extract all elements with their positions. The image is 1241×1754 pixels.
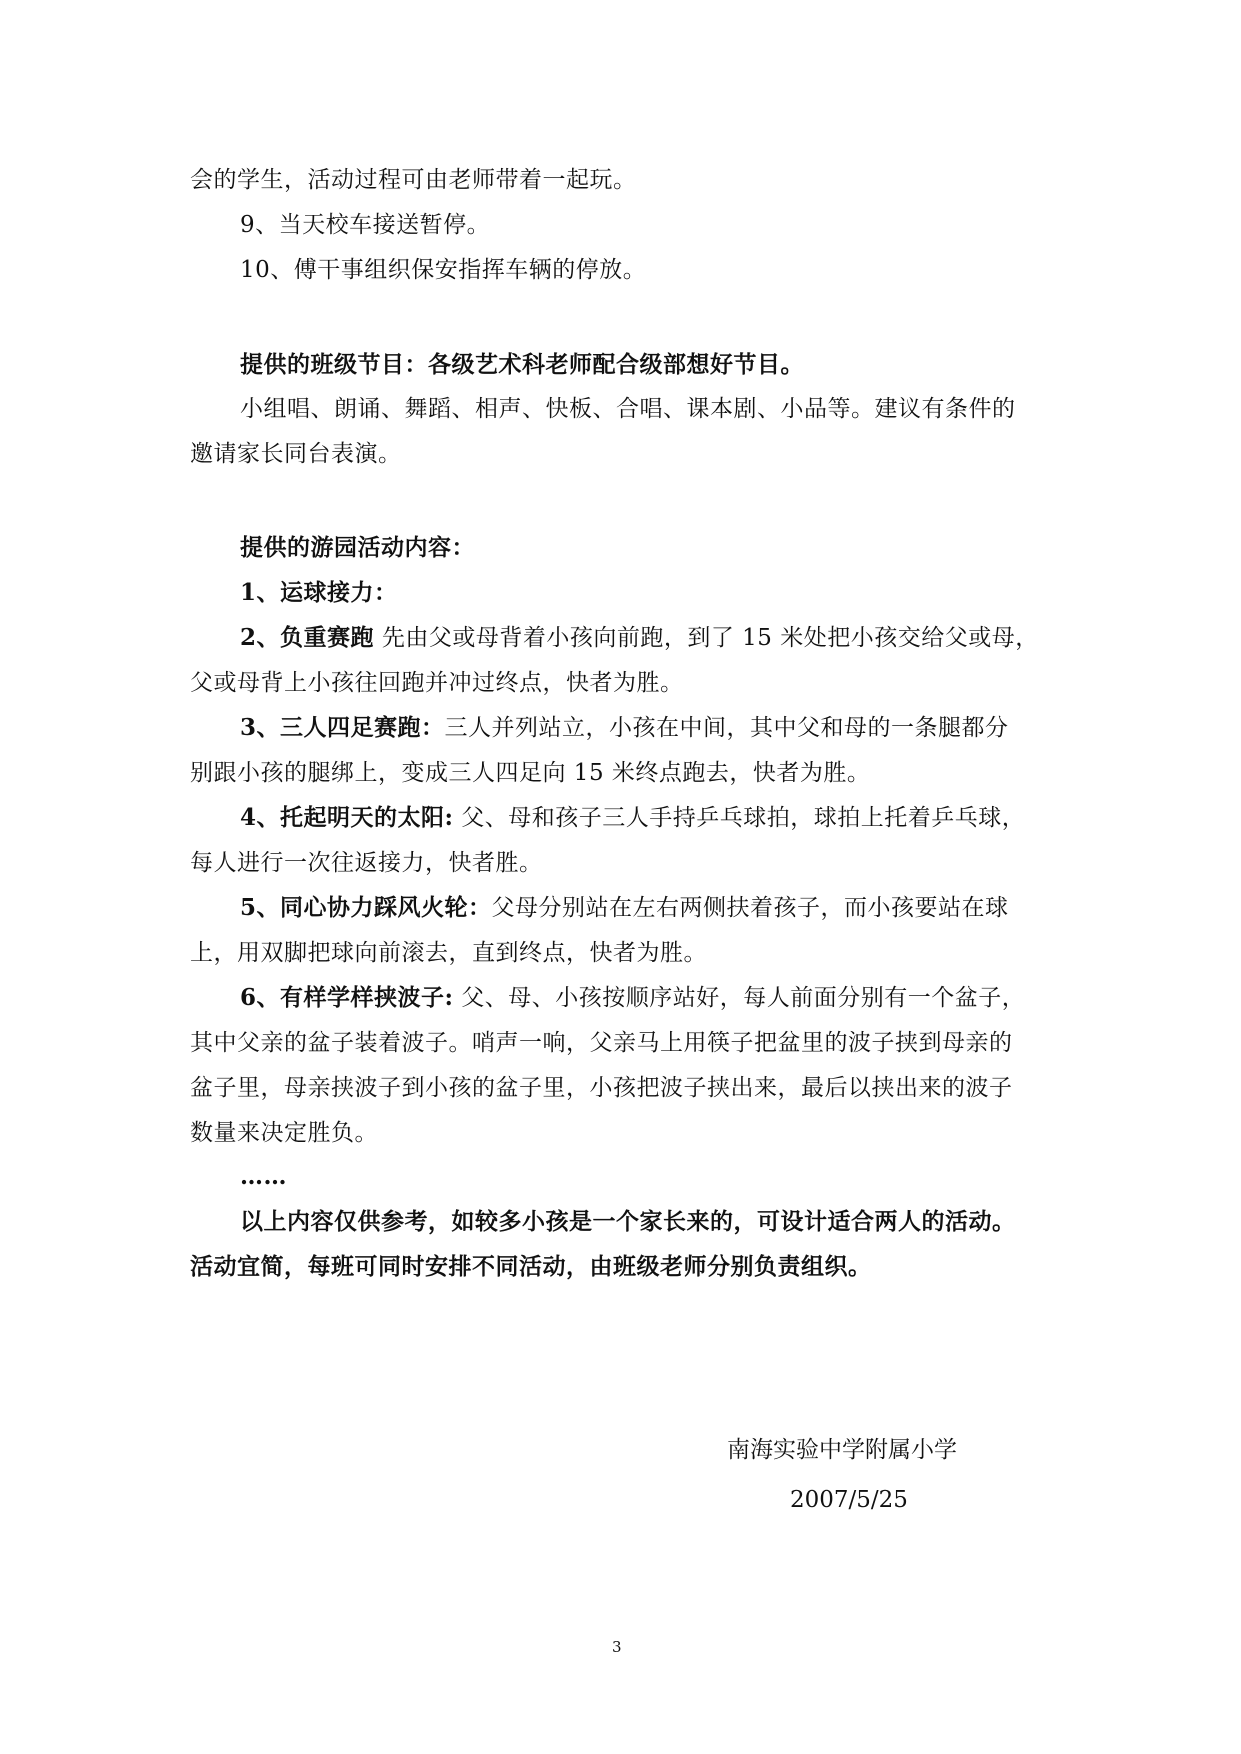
- game-4-desc: 父、母和孩子三人手持乒乓球拍，球拍上托着乒乓球，: [453, 805, 1026, 831]
- note-line-1: 以上内容仅供参考，如较多小孩是一个家长来的，可设计适合两人的活动。: [240, 1208, 1016, 1235]
- game-6-title: 6、有样学样挟波子:: [240, 984, 454, 1011]
- game-3-desc: 三人并列站立，小孩在中间，其中父和母的一条腿都分: [444, 715, 1009, 741]
- games-ellipsis: ……: [240, 1163, 287, 1190]
- programs-heading: 提供的班级节目：各级艺术科老师配合级部想好节目。: [240, 351, 804, 378]
- programs-text-line-2: 邀请家长同台表演。: [190, 441, 402, 467]
- games-heading: 提供的游园活动内容：: [240, 534, 475, 561]
- game-6-desc: 父、母、小孩按顺序站好，每人前面分别有一个盆子，: [453, 985, 1026, 1011]
- list-item-9: 9、当天校车接送暂停。: [240, 212, 491, 238]
- game-2-line-1: [240, 623, 1039, 653]
- game-1-title: 1、运球接力：: [240, 579, 398, 606]
- game-2-desc: 先由父或母背着小孩向前跑，到了 15 米处把小孩交给父或母，: [374, 625, 1039, 651]
- game-2-title: 2、负重赛跑: [240, 624, 375, 651]
- game-6-line-4: 数量来决定胜负。: [190, 1120, 378, 1146]
- game-4-line-2: 每人进行一次往返接力，快者胜。: [190, 850, 543, 876]
- game-4-line-1: [240, 803, 1025, 833]
- programs-text-line-1: 小组唱、朗诵、舞蹈、相声、快板、合唱、课本剧、小品等。建议有条件的: [240, 396, 1016, 422]
- page-number: 3: [612, 1638, 622, 1656]
- signature-organization: 南海实验中学附属小学: [727, 1437, 957, 1463]
- game-5-desc: 父母分别站在左右两侧扶着孩子，而小孩要站在球: [491, 895, 1009, 921]
- game-6-line-3: 盆子里，母亲挟波子到小孩的盆子里，小孩把波子挟出来，最后以挟出来的波子: [190, 1075, 1013, 1101]
- game-3-line-2: 别跟小孩的腿绑上，变成三人四足向 15 米终点跑去，快者为胜。: [190, 760, 871, 786]
- game-5-title: 5、同心协力踩风火轮：: [240, 894, 492, 921]
- game-5-line-1: [240, 893, 1009, 923]
- game-6-line-2: 其中父亲的盆子装着波子。哨声一响，父亲马上用筷子把盆里的波子挟到母亲的: [190, 1030, 1013, 1056]
- note-line-2: 活动宜简，每班可同时安排不同活动，由班级老师分别负责组织。: [190, 1253, 872, 1280]
- game-2-line-2: 父或母背上小孩往回跑并冲过终点，快者为胜。: [190, 670, 684, 696]
- game-3-line-1: [240, 713, 1009, 743]
- game-3-title: 3、三人四足赛跑：: [240, 714, 445, 741]
- game-5-line-2: 上，用双脚把球向前滚去，直到终点，快者为胜。: [190, 940, 707, 966]
- game-4-title: 4、托起明天的太阳:: [240, 804, 454, 831]
- signature-date: 2007/5/25: [790, 1487, 908, 1513]
- game-6-line-1: [240, 983, 1025, 1013]
- list-item-10: 10、傅干事组织保安指挥车辆的停放。: [240, 257, 647, 283]
- continued-paragraph-line: 会的学生，活动过程可由老师带着一起玩。: [190, 167, 637, 193]
